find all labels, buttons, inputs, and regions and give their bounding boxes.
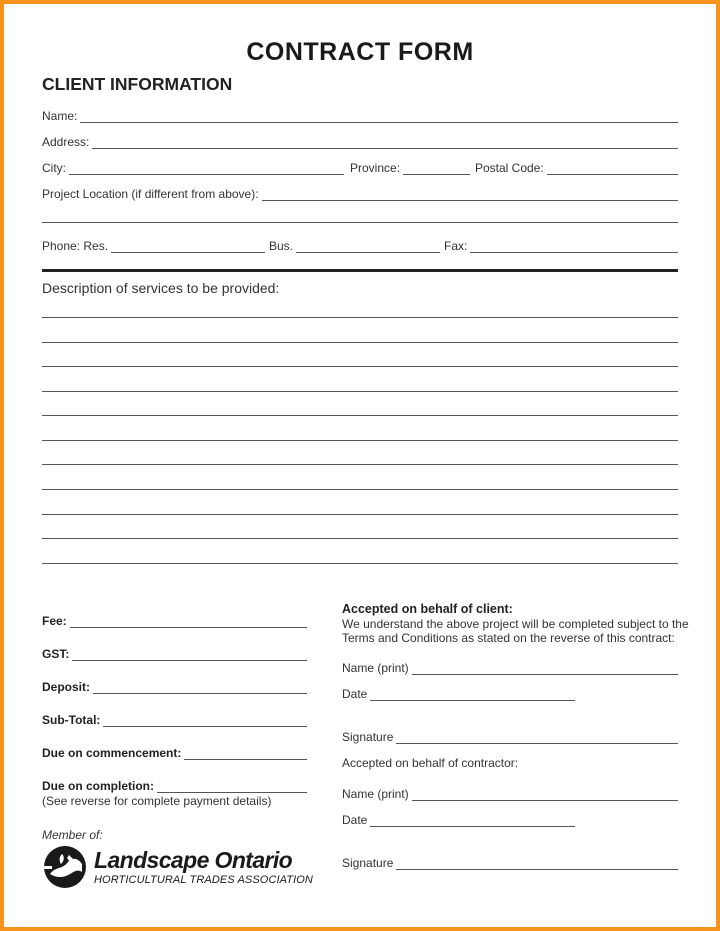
client-name-print-input-line[interactable] (412, 662, 678, 675)
payment-details-note: (See reverse for complete payment details) (42, 794, 272, 808)
client-acceptance-statement-line1: We understand the above project will be completed subject to the (342, 617, 689, 631)
subtotal-label: Sub-Total: (42, 713, 101, 727)
contractor-signature-field[interactable] (342, 852, 678, 870)
project-location-label: Project Location (if different from above): (42, 187, 259, 201)
logo-org-name: Landscape Ontario (94, 847, 293, 873)
due-completion-field[interactable] (42, 775, 307, 793)
fee-label: Fee: (42, 614, 67, 628)
description-line[interactable] (42, 342, 678, 343)
landscape-ontario-logo-icon (42, 844, 88, 890)
member-of-label: Member of: (42, 828, 103, 842)
client-name-print-label: Name (print) (342, 661, 409, 675)
client-signature-input-line[interactable] (396, 731, 678, 744)
client-acceptance-statement-line2: Terms and Conditions as stated on the reverse of this contract: (342, 631, 675, 645)
city-label: City: (42, 161, 66, 175)
phone-bus-label: Bus. (269, 239, 294, 253)
contract-form-sheet (4, 4, 716, 927)
gst-field[interactable] (42, 643, 307, 661)
address-label: Address: (42, 135, 90, 149)
contractor-acceptance-heading: Accepted on behalf of contractor: (342, 756, 519, 770)
gst-label: GST: (42, 647, 70, 661)
description-line[interactable] (42, 563, 678, 564)
contractor-date-label: Date (342, 813, 368, 827)
name-field[interactable] (42, 105, 678, 123)
description-line[interactable] (42, 391, 678, 392)
project-location-field[interactable] (42, 183, 678, 201)
logo-org-tagline: HORTICULTURAL TRADES ASSOCIATION (94, 874, 313, 886)
subtotal-field[interactable] (42, 709, 307, 727)
postal-code-input-line[interactable] (547, 162, 678, 175)
address-input-line[interactable] (92, 136, 678, 149)
client-date-label: Date (342, 687, 368, 701)
fax-field[interactable] (444, 235, 678, 253)
address-field[interactable] (42, 131, 678, 149)
phone-res-field[interactable] (42, 235, 265, 253)
due-commencement-input-line[interactable] (184, 747, 307, 760)
fee-input-line[interactable] (70, 615, 307, 628)
description-line[interactable] (42, 440, 678, 441)
phone-res-label: Phone: Res. (42, 239, 109, 253)
phone-bus-field[interactable] (269, 235, 440, 253)
client-acceptance-heading: Accepted on behalf of client: (342, 602, 513, 616)
due-commencement-label: Due on commencement: (42, 746, 182, 760)
postal-code-field[interactable] (475, 157, 678, 175)
description-line[interactable] (42, 317, 678, 318)
contractor-name-print-field[interactable] (342, 783, 678, 801)
contractor-signature-input-line[interactable] (396, 857, 678, 870)
gst-input-line[interactable] (72, 648, 307, 661)
client-signature-label: Signature (342, 730, 394, 744)
phone-bus-input-line[interactable] (296, 240, 440, 253)
deposit-field[interactable] (42, 676, 307, 694)
landscape-ontario-logo (42, 844, 313, 890)
due-commencement-field[interactable] (42, 742, 307, 760)
description-line[interactable] (42, 489, 678, 490)
client-date-input-line[interactable] (370, 688, 575, 701)
due-completion-label: Due on completion: (42, 779, 154, 793)
description-line[interactable] (42, 366, 678, 367)
description-line[interactable] (42, 538, 678, 539)
contractor-date-field[interactable] (342, 809, 575, 827)
description-line[interactable] (42, 514, 678, 515)
fax-label: Fax: (444, 239, 468, 253)
province-label: Province: (350, 161, 401, 175)
province-field[interactable] (350, 157, 470, 175)
section-divider (42, 269, 678, 272)
contractor-name-print-input-line[interactable] (412, 788, 678, 801)
phone-res-input-line[interactable] (111, 240, 265, 253)
project-location-input-line[interactable] (262, 188, 678, 201)
postal-code-label: Postal Code: (475, 161, 544, 175)
due-completion-input-line[interactable] (157, 780, 307, 793)
name-input-line[interactable] (80, 110, 678, 123)
description-line[interactable] (42, 464, 678, 465)
contractor-signature-label: Signature (342, 856, 394, 870)
city-input-line[interactable] (69, 162, 344, 175)
client-signature-field[interactable] (342, 726, 678, 744)
deposit-label: Deposit: (42, 680, 90, 694)
deposit-input-line[interactable] (93, 681, 307, 694)
project-location-extra-line[interactable] (42, 222, 678, 223)
description-label: Description of services to be provided: (42, 280, 280, 296)
fax-input-line[interactable] (470, 240, 678, 253)
description-line[interactable] (42, 415, 678, 416)
fee-field[interactable] (42, 610, 307, 628)
city-field[interactable] (42, 157, 344, 175)
client-name-print-field[interactable] (342, 657, 678, 675)
client-information-heading: CLIENT INFORMATION (42, 74, 233, 94)
subtotal-input-line[interactable] (103, 714, 307, 727)
contractor-name-print-label: Name (print) (342, 787, 409, 801)
contractor-date-input-line[interactable] (370, 814, 575, 827)
client-date-field[interactable] (342, 683, 575, 701)
name-label: Name: (42, 109, 78, 123)
form-title: CONTRACT FORM (246, 38, 474, 66)
province-input-line[interactable] (403, 162, 470, 175)
